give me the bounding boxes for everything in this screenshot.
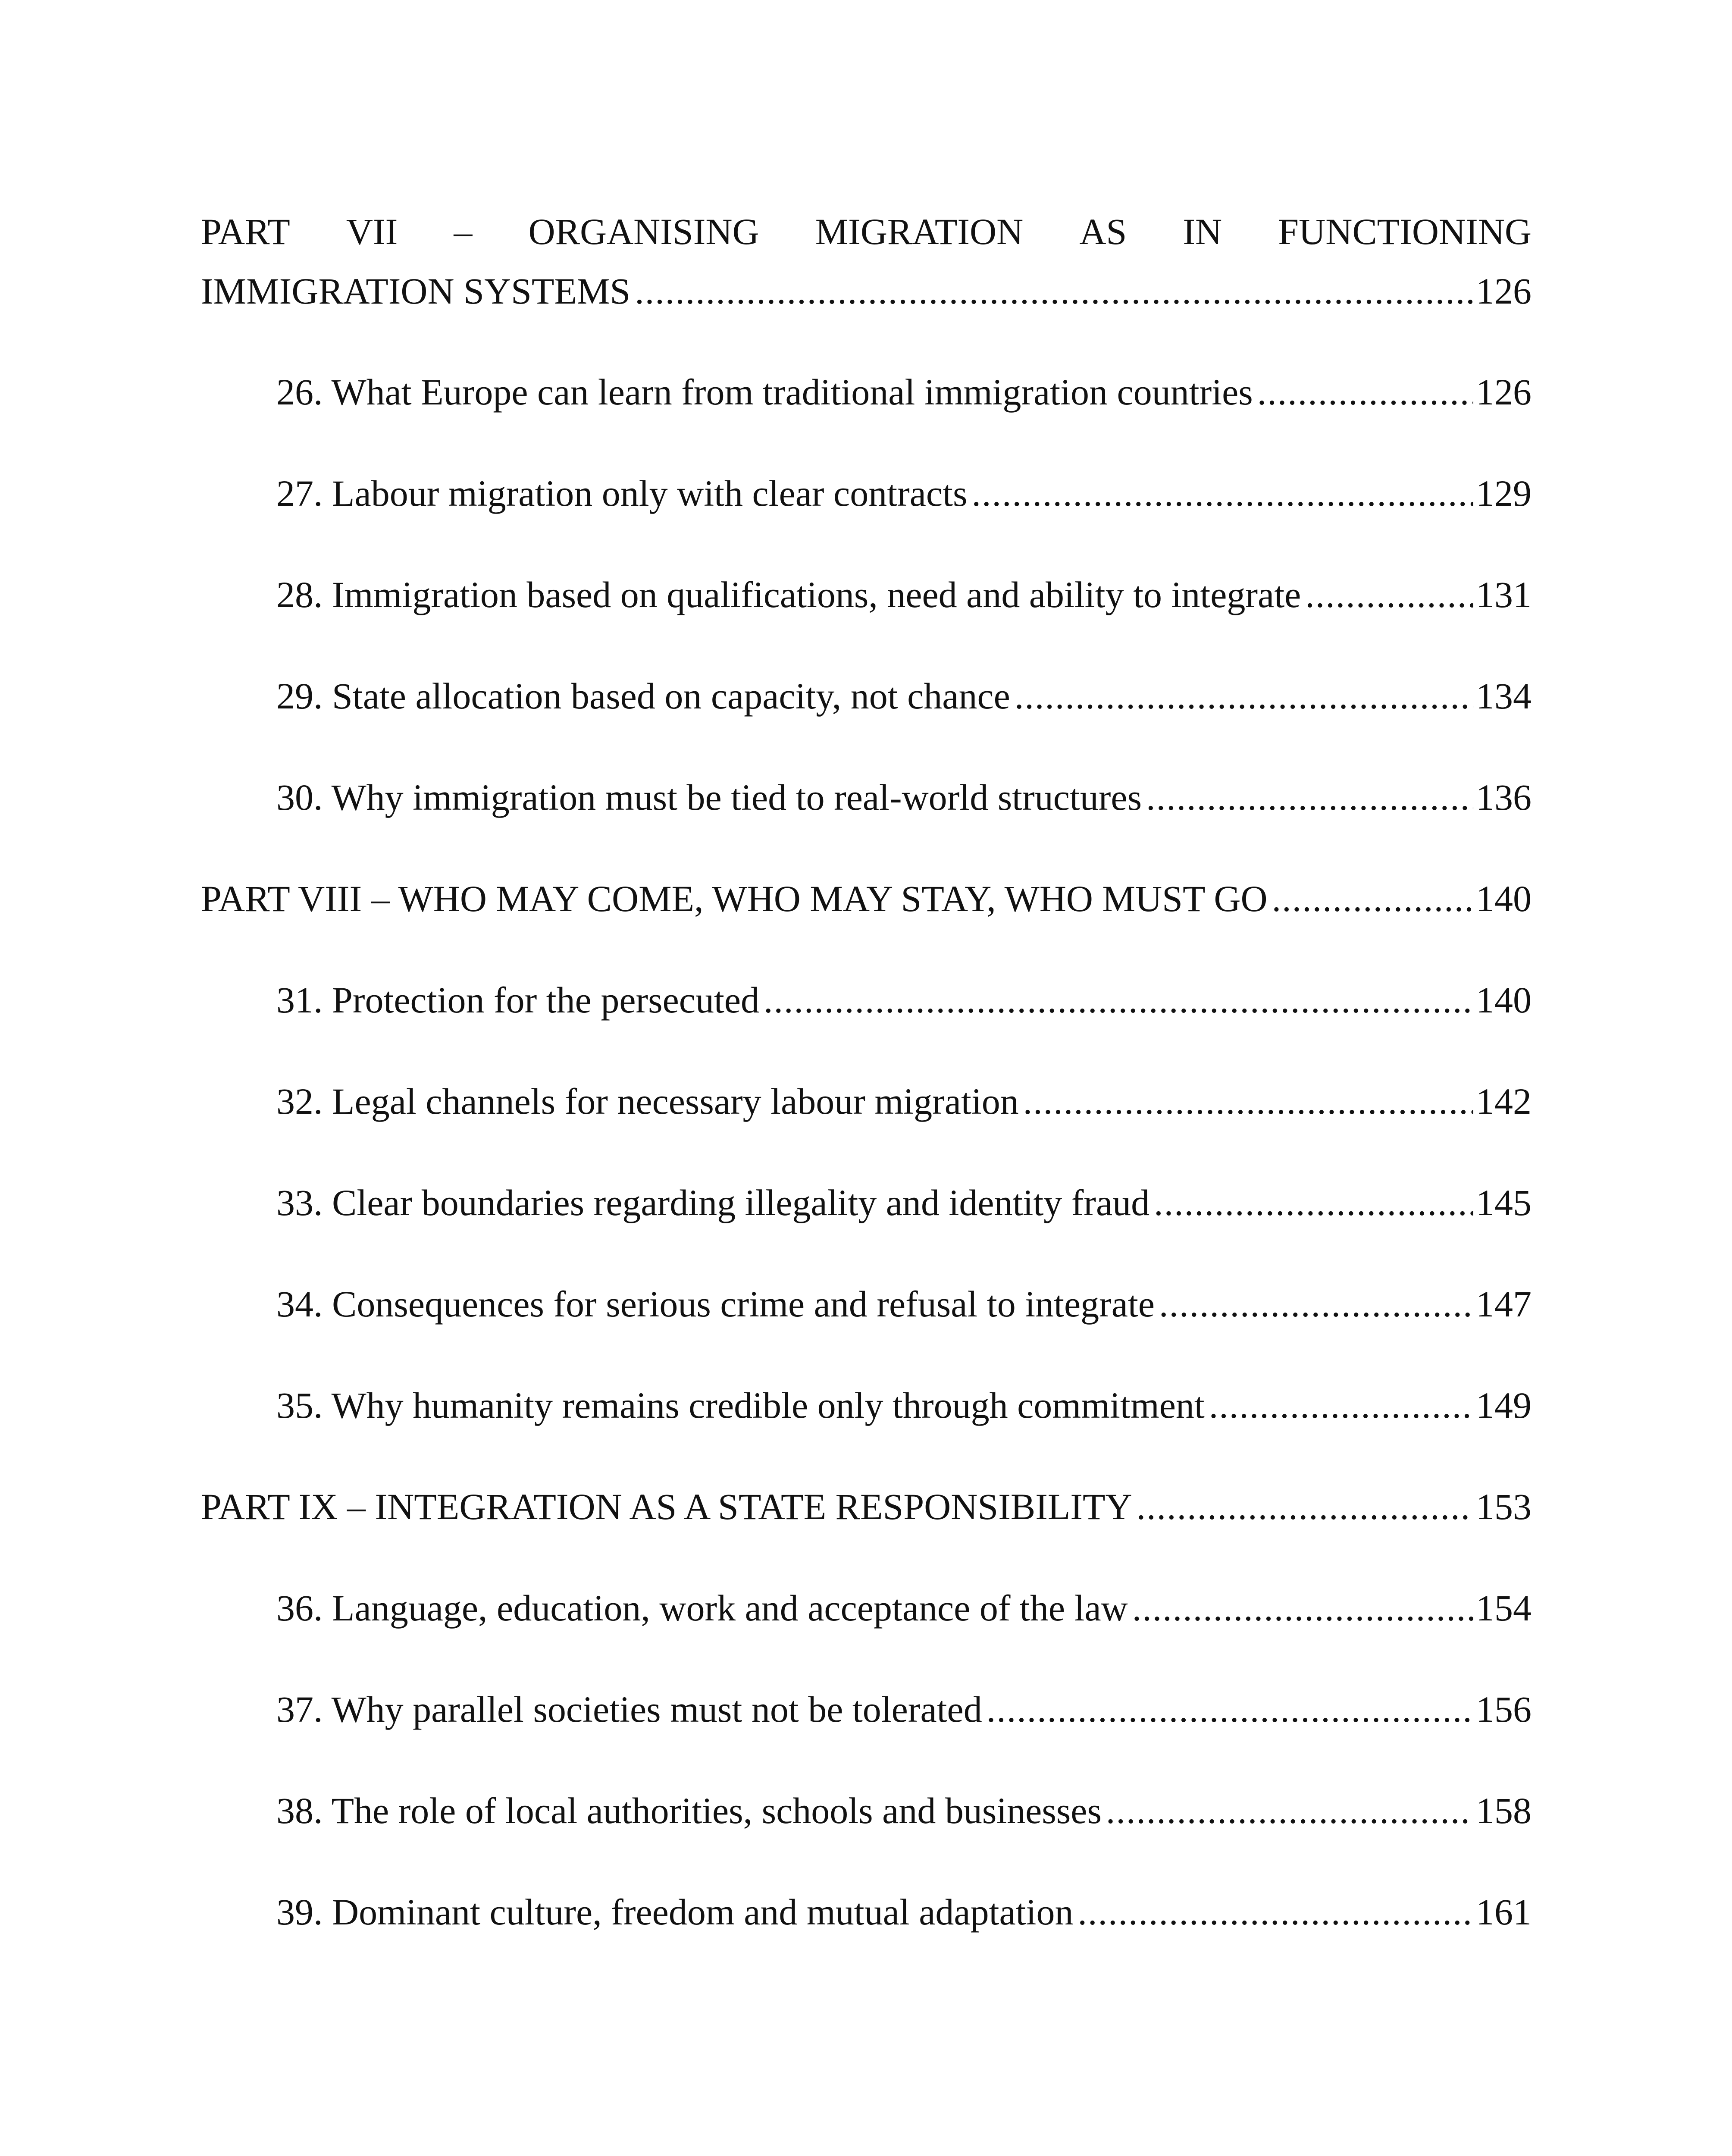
heading-word: – [454,211,473,252]
heading-word: VII [346,211,398,252]
dot-leader [1106,1782,1473,1839]
entry-title: 29. State allocation based on capacity, not chance [276,675,1010,717]
toc-entry-39[interactable] [276,1883,1532,1941]
toc-entry-32[interactable] [276,1072,1532,1130]
dot-leader [1257,363,1473,421]
page-number: 161 [1476,1891,1532,1933]
entry-title: 31. Protection for the persecuted [276,979,760,1021]
entry-title: 28. Immigration based on qualifications, need and ability to integrate [276,574,1301,615]
entry-title: 32. Legal channels for necessary labour migration [276,1081,1019,1122]
toc-entry-27[interactable] [276,464,1532,522]
toc-entry-35[interactable] [276,1376,1532,1434]
heading-word: IN [1183,211,1222,252]
entry-title: PART VIII – WHO MAY COME, WHO MAY STAY, WHO MUST GO [201,878,1268,919]
heading-word: PART [201,211,290,252]
heading-word: ORGANISING [528,211,759,252]
dot-leader [1272,870,1473,928]
entry-title: 37. Why parallel societies must not be tolerated [276,1689,982,1730]
toc-entry-30[interactable] [276,768,1532,826]
dot-leader [1209,1376,1473,1434]
entry-title: 38. The role of local authorities, schools and businesses [276,1790,1102,1831]
page-number: 142 [1476,1081,1532,1122]
page-number: 140 [1476,979,1532,1021]
page-number: 131 [1476,574,1532,615]
entry-title: 30. Why immigration must be tied to real-world structures [276,777,1142,818]
page-number: 158 [1476,1790,1532,1831]
entry-title: 39. Dominant culture, freedom and mutual adaptation [276,1891,1074,1933]
page-number: 149 [1476,1385,1532,1426]
entry-title: 26. What Europe can learn from traditional immigration countries [276,371,1253,413]
page-number: 156 [1476,1689,1532,1730]
entry-title: IMMIGRATION SYSTEMS [201,270,631,312]
page-number: 145 [1476,1182,1532,1223]
dot-leader [764,971,1473,1029]
heading-word: AS [1079,211,1127,252]
entry-title: 33. Clear boundaries regarding illegality and identity fraud [276,1182,1150,1223]
toc-part-ix[interactable] [201,1478,1532,1536]
toc-entry-38[interactable] [276,1782,1532,1839]
entry-title: 36. Language, education, work and acceptance of the law [276,1587,1128,1629]
entry-title: 35. Why humanity remains credible only through commitment [276,1385,1205,1426]
toc-part-viii[interactable] [201,870,1532,928]
dot-leader [987,1680,1473,1738]
page-number: 154 [1476,1587,1532,1629]
page-number: 134 [1476,675,1532,717]
dot-leader [1154,1174,1473,1232]
page-number: 126 [1476,270,1532,312]
toc-entry-26[interactable] [276,363,1532,421]
page-number: 126 [1476,371,1532,413]
toc-entry-37[interactable] [276,1680,1532,1738]
toc-entry-31[interactable] [276,971,1532,1029]
toc-entry-28[interactable] [276,566,1532,624]
page-number: 147 [1476,1283,1532,1325]
toc-entry-29[interactable] [276,667,1532,725]
dot-leader [1077,1883,1473,1941]
toc-entry-33[interactable] [276,1174,1532,1232]
toc-part-vii-continuation[interactable] [201,262,1532,320]
page-number: 136 [1476,777,1532,818]
dot-leader [1023,1072,1473,1130]
heading-word: FUNCTIONING [1278,211,1532,252]
entry-title: PART IX – INTEGRATION AS A STATE RESPONSIBILITY [201,1486,1132,1527]
part-vii-heading-line [201,203,1532,260]
toc-part-vii-heading [201,203,1532,260]
dot-leader [1132,1579,1473,1637]
dot-leader [635,262,1473,320]
entry-title: 34. Consequences for serious crime and refusal to integrate [276,1283,1155,1325]
page-number: 153 [1476,1486,1532,1527]
page-number: 129 [1476,473,1532,514]
dot-leader [1015,667,1473,725]
page-number: 140 [1476,878,1532,919]
dot-leader [1146,768,1473,826]
dot-leader [971,464,1473,522]
heading-word: MIGRATION [815,211,1024,252]
entry-title: 27. Labour migration only with clear contracts [276,473,968,514]
toc-entry-36[interactable] [276,1579,1532,1637]
dot-leader [1159,1275,1473,1333]
dot-leader [1137,1478,1473,1536]
toc-entry-34[interactable] [276,1275,1532,1333]
dot-leader [1305,566,1473,624]
